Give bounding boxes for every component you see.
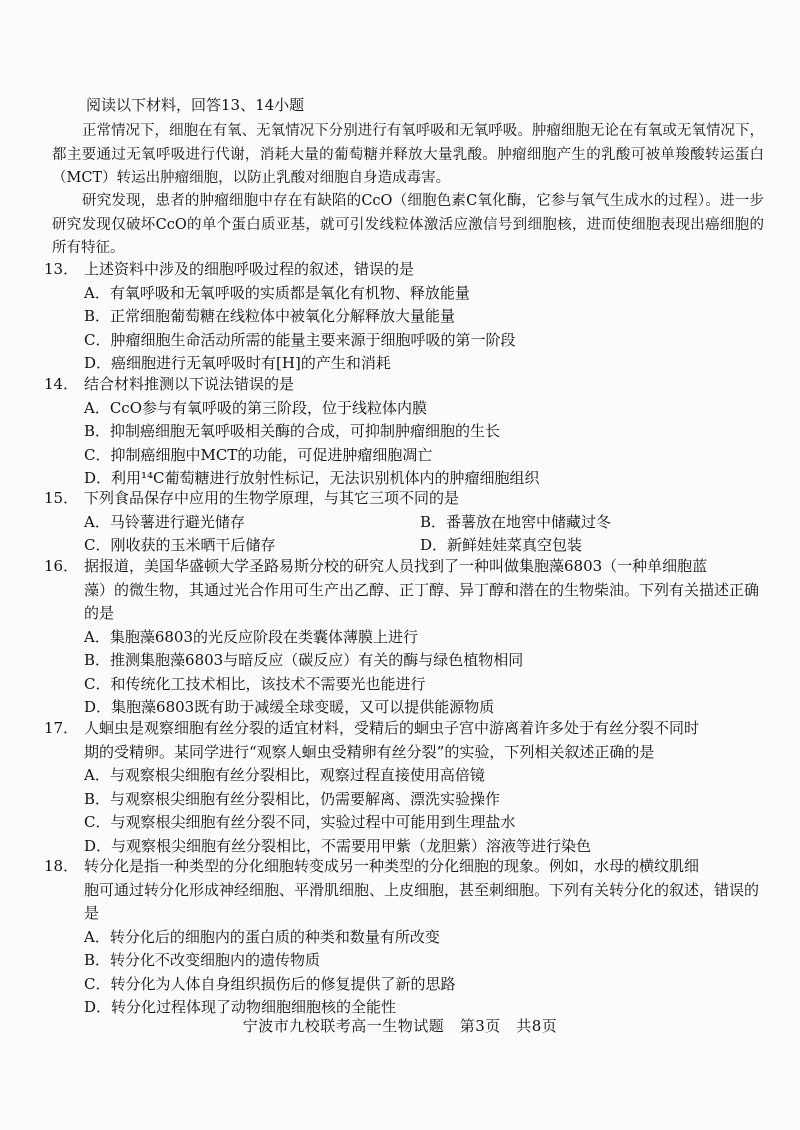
question-stem-continued: 期的受精卵。某同学进行“观察人蛔虫受精卵有丝分裂”的实验，下列相关叙述正确的是 [84,742,655,761]
passage-paragraph-2: 研究发现，患者的肿瘤细胞中存在有缺陷的CcO（细胞色素C氧化酶，它参与氧气生成水的过程）。进一步研究发现仅破坏CcO的单个蛋白质亚基，就可引发线粒体激活应激信号到细胞核，进而使细胞表现出癌细胞的所有特征。 [52,193,764,256]
question-16 [44,555,770,720]
passage-paragraph-1: 正常情况下，细胞在有氧、无氧情况下分别进行有氧呼吸和无氧呼吸。肿瘤细胞无论在有氧或无氧情况下，都主要通过无氧呼吸进行代谢，消耗大量的葡萄糖并释放大量乳酸。肿瘤细胞产生的乳酸可被单羧酸转运蛋白（MCT）转运出肿瘤细胞，以防止乳酸对细胞自身造成毒害。 [52,123,764,186]
question-14 [44,373,770,491]
question-number: 13． [44,260,79,278]
option-d: D．癌细胞进行无氧呼吸时有[H]的产生和消耗 [84,354,391,372]
question-15 [44,487,770,558]
option-a: A．有氧呼吸和无氧呼吸的实质都是氧化有机物、释放能量 [84,283,470,302]
option-d: D．利用¹⁴C葡萄糖进行放射性标记，无法识别机体内的肿瘤细胞组织 [84,469,540,487]
question-18 [44,855,770,1020]
option-b: B．推测集胞藻6803与暗反应（碳反应）有关的酶与绿色植物相同 [84,651,524,669]
question-number: 17． [44,719,79,737]
question-stem: 结合材料推测以下说法错误的是 [84,375,295,393]
option-b: B．与观察根尖细胞有丝分裂相比，仍需要解离、漂洗实验操作 [84,789,501,808]
option-a: A．马铃薯进行避光储存 [84,512,245,531]
question-number: 15． [44,489,79,507]
option-c: C．转分化为人体自身组织损伤后的修复提供了新的思路 [84,974,456,993]
question-stem-continued: 胞可通过转分化形成神经细胞、平滑肌细胞、上皮细胞，甚至刺细胞。下列有关转分化的叙述，错误的是 [84,880,760,922]
question-stem: 上述资料中涉及的细胞呼吸过程的叙述，错误的是 [84,260,415,278]
question-number: 18． [44,857,79,875]
option-d: D．与观察根尖细胞有丝分裂相比，不需要用甲紫（龙胆紫）溶液等进行染色 [84,836,592,855]
option-c: C．肿瘤细胞生命活动所需的能量主要来源于细胞呼吸的第一阶段 [84,330,516,349]
question-number: 16． [44,557,79,575]
option-d: D．转分化过程体现了动物细胞细胞核的全能性 [84,998,397,1016]
option-b: B．抑制癌细胞无氧呼吸相关酶的合成，可抑制肿瘤细胞的生长 [84,422,501,440]
option-d: D．集胞藻6803既有助于减缓全球变暖，又可以提供能源物质 [84,698,495,716]
reading-instruction: 阅读以下材料，回答13、14小题 [86,96,305,114]
option-a: A．转分化后的细胞内的蛋白质的种类和数量有所改变 [84,927,440,946]
question-13 [44,258,770,376]
option-c: C．和传统化工技术相比，该技术不需要光也能进行 [84,674,426,693]
question-stem: 下列食品保存中应用的生物学原理，与其它三项不同的是 [84,489,460,507]
option-b: B．正常细胞葡萄糖在线粒体中被氧化分解释放大量能量 [84,307,456,325]
option-b: B．番薯放在地窖中储藏过冬 [420,512,612,531]
question-number: 14． [44,375,79,393]
question-stem: 人蛔虫是观察细胞有丝分裂的适宜材料，受精后的蛔虫子宫中游离着许多处于有丝分裂不同时 [84,719,700,737]
page-footer: 宁波市九校联考高一生物试题 第3页 共8页 [242,1017,558,1035]
option-c: C．抑制癌细胞中MCT的功能，可促进肿瘤细胞凋亡 [84,445,433,464]
option-b: B．转分化不改变细胞内的遗传物质 [84,951,321,969]
question-stem: 转分化是指一种类型的分化细胞转变成另一种类型的分化细胞的现象。例如，水母的横纹肌细 [84,857,700,875]
option-a: A．与观察根尖细胞有丝分裂相比，观察过程直接使用高倍镜 [84,766,485,784]
question-stem: 据报道，美国华盛顿大学圣路易斯分校的研究人员找到了一种叫做集胞藻6803（一种单细胞蓝 [84,557,708,575]
question-17 [44,717,770,858]
option-d: D．新鲜娃娃菜真空包装 [420,536,583,554]
option-a: A．CcO参与有氧呼吸的第三阶段，位于线粒体内膜 [84,398,428,417]
question-stem-continued: 藻）的微生物，其通过光合作用可生产出乙醇、正丁醇、异丁醇和潜在的生物柴油。下列有关描述正确的是 [84,580,760,622]
option-c: C．与观察根尖细胞有丝分裂不同，实验过程中可能用到生理盐水 [84,813,516,831]
option-c: C．刚收获的玉米晒干后储存 [84,536,276,554]
option-a: A．集胞藻6803的光反应阶段在类囊体薄膜上进行 [84,627,419,646]
